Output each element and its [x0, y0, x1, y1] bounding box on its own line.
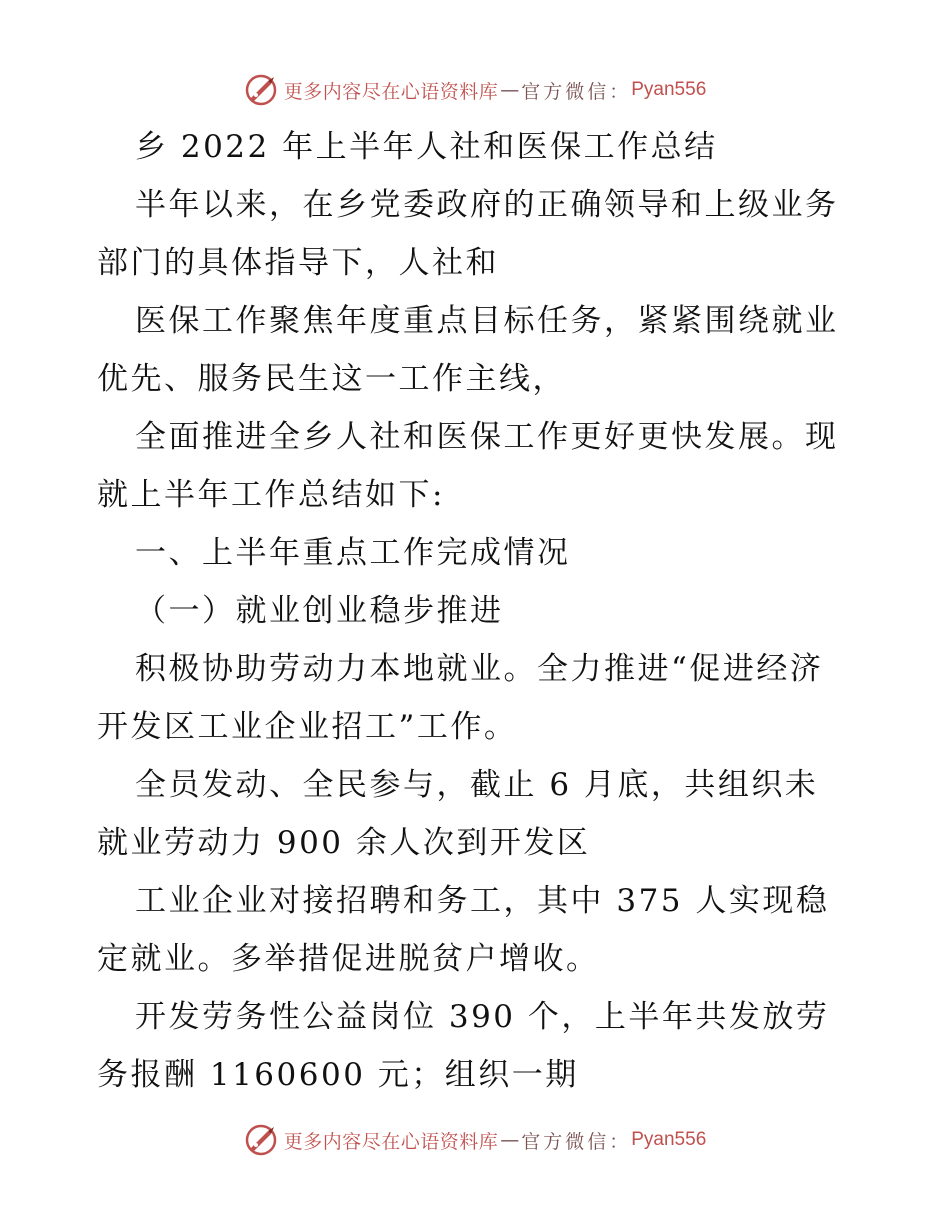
quill-logo-icon	[244, 73, 278, 107]
watermark-separator: —	[500, 79, 520, 101]
watermark-wechat-id: Pyan556	[631, 79, 707, 100]
text-line: 优先、服务民生这一工作主线，	[97, 361, 566, 397]
text-line: 工业企业对接招聘和务工，其中 375 人实现稳	[135, 883, 830, 919]
text-line: 就上半年工作总结如下:	[97, 477, 445, 513]
text-line: 全面推进全乡人社和医保工作更好更快发展。现	[135, 419, 839, 455]
text-line: 务报酬 1160600 元；组织一期	[97, 1057, 579, 1093]
text-line: 定就业。多举措促进脱贫户增收。	[97, 941, 600, 977]
text-line: 开发劳务性公益岗位 390 个，上半年共发放劳	[135, 999, 830, 1035]
watermark-wechat-id: Pyan556	[631, 1129, 707, 1150]
text-line: 开发区工业企业招工”工作。	[97, 709, 518, 745]
watermark-brand: 更多内容尽在心语资料库	[283, 80, 499, 103]
watermark-separator: —	[500, 1129, 520, 1151]
subsection-heading: （一）就业创业稳步推进	[135, 593, 504, 629]
text-line: 医保工作聚焦年度重点目标任务，紧紧围绕就业	[135, 303, 839, 339]
watermark-label: 官方微信：	[521, 1130, 632, 1153]
text-line: 积极协助劳动力本地就业。全力推进“促进经济	[135, 651, 824, 687]
document-body	[97, 118, 857, 1104]
document-title: 乡 2022 年上半年人社和医保工作总结	[135, 129, 718, 165]
text-line: 半年以来，在乡党委政府的正确领导和上级业务	[135, 187, 839, 223]
text-line: 部门的具体指导下，人社和	[97, 245, 499, 281]
text-line: 全员发动、全民参与，截止 6 月底，共组织未	[135, 767, 819, 803]
watermark-label: 官方微信：	[521, 80, 632, 103]
quill-logo-icon	[244, 1123, 278, 1157]
text-line: 就业劳动力 900 余人次到开发区	[97, 825, 591, 861]
footer-watermark	[0, 1122, 950, 1158]
watermark-brand: 更多内容尽在心语资料库	[283, 1130, 499, 1153]
header-watermark	[0, 72, 950, 108]
section-heading: 一、上半年重点工作完成情况	[135, 535, 571, 571]
